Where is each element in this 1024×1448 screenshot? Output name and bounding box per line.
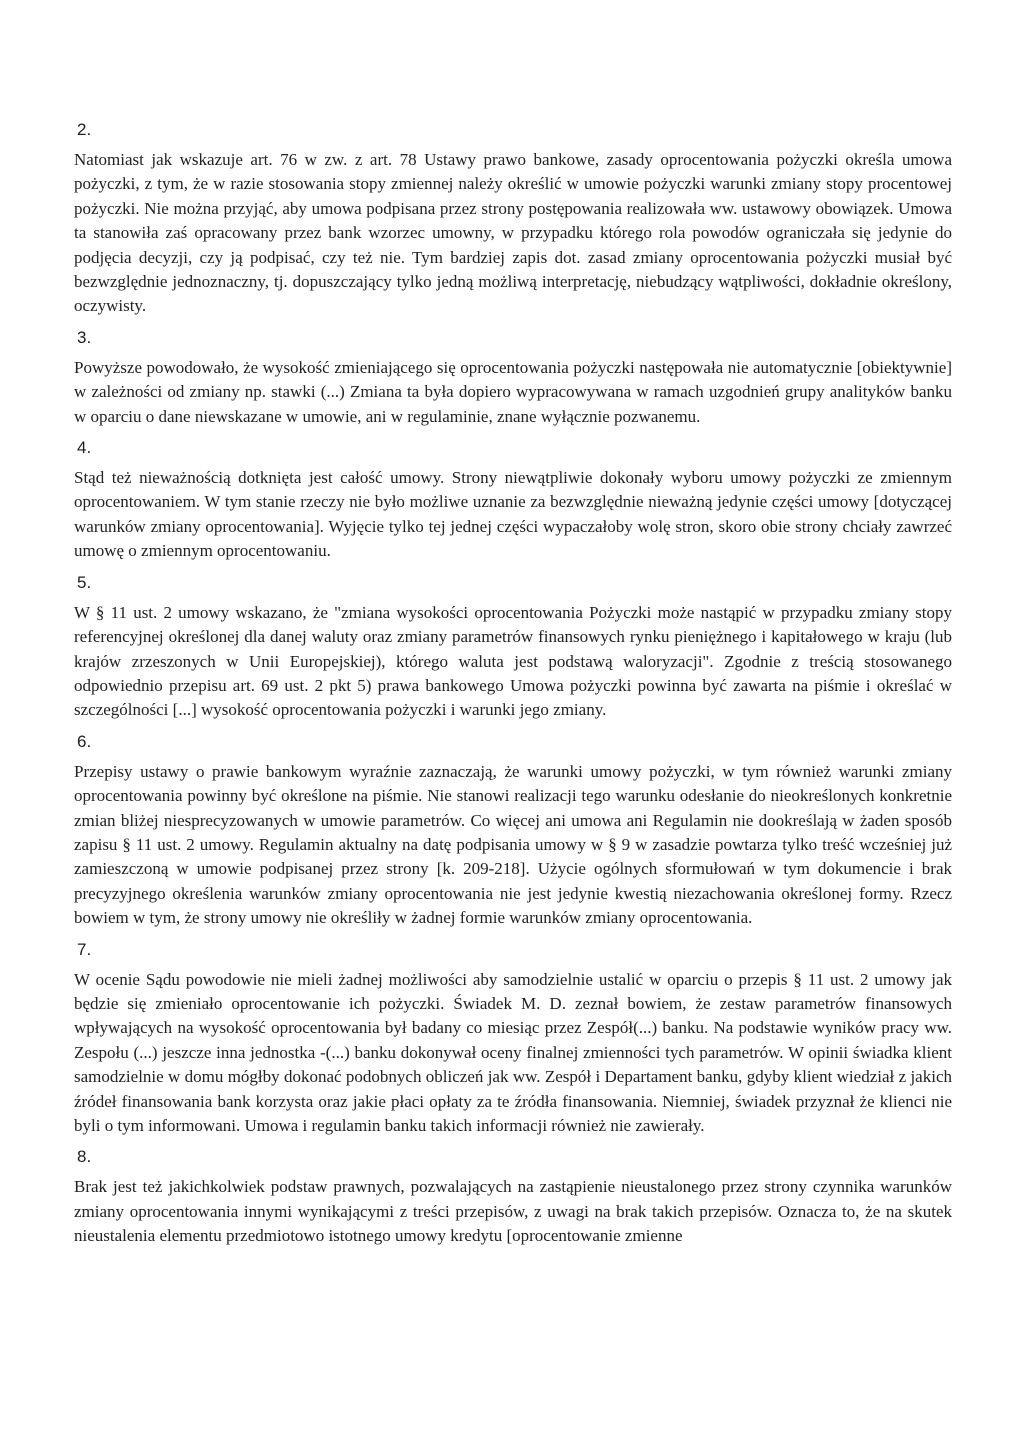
section-paragraph: W ocenie Sądu powodowie nie mieli żadnej możliwości aby samodzielnie ustalić w oparciu o przepis § 11 ust. 2 umowy jak będzie się zmieniało oprocentowanie ich pożyczki. Świadek M. D. zeznał bowiem, że zestaw parametrów finansowych wpływających na wysokość oprocentowania był badany co miesiąc przez Zespół(...) banku. Na podstawie wyników pracy ww. Zespołu (...) jeszcze inna jednostka -(...) banku dokonywał oceny finalnej zmienności tych parametrów. W opinii świadka klient samodzielnie w domu mógłby dokonać podobnych obliczeń jak ww. Zespół i Departament banku, gdyby klient wiedział z jakich źródeł finansowania bank korzysta oraz jakie płaci opłaty za te źródła finansowania. Niemniej, świadek przyznał że klienci nie byli o tym informowani. Umowa i regulamin banku takich informacji również nie zawierały. [74,969,952,1135]
section-paragraph: Przepisy ustawy o prawie bankowym wyraźnie zaznaczają, że warunki umowy pożyczki, w tym również warunki zmiany oprocentowania powinny być określone na piśmie. Nie stanowi realizacji tego warunku odesłanie do nieokreślonych konkretnie zmian bliżej niesprecyzowanych w umowie parametrów. Co więcej ani umowa ani Regulamin nie dookreślają w żaden sposób zapisu § 11 ust. 2 umowy. Regulamin aktualny na datę podpisania umowy w § 9 w zasadzie powtarza tylko treść wcześniej już zamieszczoną w umowie podpisanej przez strony [k. 209-218]. Użycie ogólnych sformułowań w tym dokumencie i brak precyzyjnego określenia warunków zmiany oprocentowania nie jest jedynie kwestią niezachowania określonej formy. Rzecz bowiem w tym, że strony umowy nie określiły w żadnej formie warunków zmiany oprocentowania. [74,761,952,928]
section-paragraph: W § 11 ust. 2 umowy wskazano, że "zmiana wysokości oprocentowania Pożyczki może nastąpić w przypadku zmiany stopy referencyjnej określonej dla danej waluty oraz zmiany parametrów finansowych rynku pieniężnego i kapitałowego w kraju (lub krajów zrzeszonych w Unii Europejskiej), którego waluta jest podstawą waloryzacji". Zgodnie z treścią stosowanego odpowiednio przepisu art. 69 ust. 2 pkt 5) prawa bankowego Umowa pożyczki powinna być zawarta na piśmie i określać w szczególności [...] wysokość oprocentowania pożyczki i warunki jego zmiany. [74,602,952,720]
section-number: 5. [77,572,92,592]
section-number: 7. [77,939,92,959]
section-2 [74,120,952,319]
section-8 [74,1147,952,1248]
section-7 [74,940,952,1139]
section-number: 3. [77,327,92,347]
document-page [74,120,952,1258]
section-number: 8. [77,1147,92,1167]
section-5 [74,573,952,723]
section-paragraph: Brak jest też jakichkolwiek podstaw prawnych, pozwalających na zastąpienie nieustalonego przez strony czynnika warunków zmiany oprocentowania innymi wynikającymi z treści przepisów, z uwagi na brak takich przepisów. Oznacza to, że na skutek nieustalenia elementu przedmiotowo istotnego umowy kredytu [oprocentowanie zmienne [74,1177,952,1246]
section-paragraph: Natomiast jak wskazuje art. 76 w zw. z art. 78 Ustawy prawo bankowe, zasady oprocentowania pożyczki określa umowa pożyczki, z tym, że w razie stosowania stopy zmiennej należy określić w umowie pożyczki warunki zmiany stopy procentowej pożyczki. Nie można przyjąć, aby umowa podpisana przez strony postępowania realizowała ww. ustawowy obowiązek. Umowa ta stanowiła zaś opracowany przez bank wzorzec umowny, w przypadku którego rola powodów ograniczała się jedynie do podjęcia decyzji, czy ją podpisać, czy też nie. Tym bardziej zapis dot. zasad zmiany oprocentowania pożyczki musiał być bezwzględnie jednoznaczny, tj. dopuszczający tylko jedną możliwą interpretację, niebudzący wątpliwości, dokładnie określony, oczywisty. [74,150,952,316]
section-paragraph: Powyższe powodowało, że wysokość zmieniającego się oprocentowania pożyczki następowała nie automatycznie [obiektywnie] w zależności od zmiany np. stawki (...) Zmiana ta była dopiero wypracowywana w ramach uzgodnień grupy analityków banku w oparciu o dane niewskazane w umowie, ani w regulaminie, znane wyłącznie pozwanemu. [74,357,952,426]
section-number: 4. [77,438,92,458]
section-paragraph: Stąd też nieważnością dotknięta jest całość umowy. Strony niewątpliwie dokonały wyboru umowy pożyczki ze zmiennym oprocentowaniem. W tym stanie rzeczy nie było możliwe uznanie za bezwzględnie nieważną jedynie części umowy [dotyczącej warunków zmiany oprocentowania]. Wyjęcie tylko tej jednej części wypaczałoby wolę stron, skoro obie strony chciały zawrzeć umowę o zmiennym oprocentowaniu. [74,468,952,561]
section-3 [74,328,952,429]
section-4 [74,438,952,564]
section-6 [74,732,952,931]
section-number: 2. [77,120,92,139]
section-number: 6. [77,731,92,751]
